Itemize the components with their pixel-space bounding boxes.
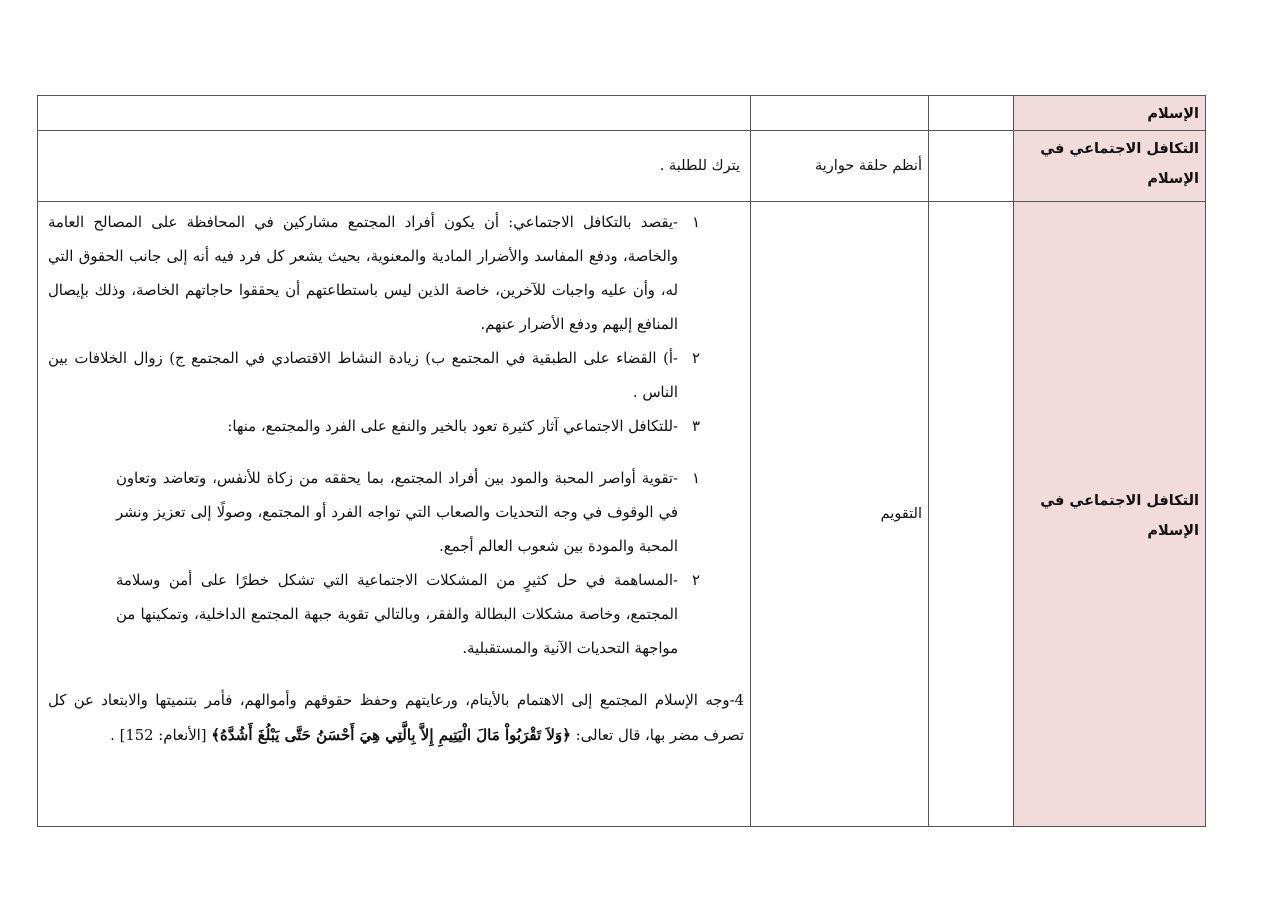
answers-block [38,202,750,444]
activity-cell [751,131,929,202]
item-number: ١ [692,470,700,487]
table-row [38,202,1206,827]
topic-cell [1014,202,1206,827]
item-number: ٢ [692,572,700,589]
paragraph-lead: 4-وجه الإسلام المجتمع إلى الاهتمام بالأيتام، ورعايتهم وحفظ حقوقهم وأموالهم، فأمر بتنميتها والابتعاد عن كل تصرف مضر بها، قال تعالى: [48,692,744,744]
item-text: -للتكافل الاجتماعي آثار كثيرة تعود بالخير والنفع على الفرد والمجتمع، منها: [227,418,678,435]
content-cell [38,202,751,827]
item-text: -المساهمة في حل كثيرٍ من المشكلات الاجتماعية التي تشكل خطرًا على أمن وسلامة المجتمع، وخاصة مشكلات البطالة والفقر، وبالتالي تقوية جبهة المجتمع الداخلية، وتمكينها من مواجهة التحديات الآنية والمستقبلية. [116,572,678,657]
topic-cell [1014,131,1206,202]
content-cell [38,131,751,202]
orphans-paragraph [38,684,750,753]
activity-cell [751,96,929,131]
item-text: -أ) القضاء على الطبقية في المجتمع ب) زيادة النشاط الاقتصادي في المجتمع ج) زوال الخلافات بين الناس . [48,350,678,401]
item-number: ٣ [692,418,700,435]
empty-cell [929,96,1014,131]
activity-text: أنظم حلقة حوارية [815,158,922,174]
empty-cell [929,131,1014,202]
effect-item [116,462,700,564]
empty-cell [929,202,1014,827]
answer-item [48,410,700,444]
quran-verse: ﴿وَلاَ تَقْرَبُواْ مَالَ الْيَتِيمِ إِلاَّ بِالَّتِي هِيَ أَحْسَنُ حَتَّى يَبْلُغَ أَشُدَّهُ﴾ [211,726,571,744]
item-number: ٢ [692,350,700,367]
effect-item [116,564,700,666]
activity-text: التقويم [880,506,922,522]
answer-item [48,342,700,410]
activity-cell [751,202,929,827]
table-row [38,131,1206,202]
topic-cell [1014,96,1206,131]
item-number: ١ [692,214,700,231]
content-text: يترك للطلبة . [659,158,740,174]
topic-text: الإسلام [1147,106,1199,122]
effects-list [38,462,750,666]
table-row [38,96,1206,131]
answer-item [48,206,700,342]
verse-reference: [الأنعام: 152] . [110,727,207,744]
lesson-plan-table [37,95,1206,827]
content-cell [38,96,751,131]
topic-text: التكافل الاجتماعي في الإسلام [1040,492,1199,539]
item-text: -يقصد بالتكافل الاجتماعي: أن يكون أفراد المجتمع مشاركين في المحافظة على المصالح العامة والخاصة، ودفع المفاسد والأضرار المادية والمعنوية، بحيث يشعر كل فرد فيه أنه إلى جانب الحقوق التي له، وأن عليه واجبات للآخرين، خاصة الذين ليس باستطاعتهم أن يحققوا حاجاتهم الخاصة، وذلك بإيصال المنافع إليهم ودفع الأضرار عنهم. [48,214,678,333]
topic-text: التكافل الاجتماعي في الإسلام [1040,141,1199,187]
item-text: -تقوية أواصر المحبة والمود بين أفراد المجتمع، بما يحققه من زكاة للأنفس، وتعاضد وتعاون في الوقوف في وجه التحديات والصعاب التي تواجه الفرد أو المجتمع، وصولًا إلى تعزيز ونشر المحبة والمودة بين شعوب العالم أجمع. [116,470,678,555]
